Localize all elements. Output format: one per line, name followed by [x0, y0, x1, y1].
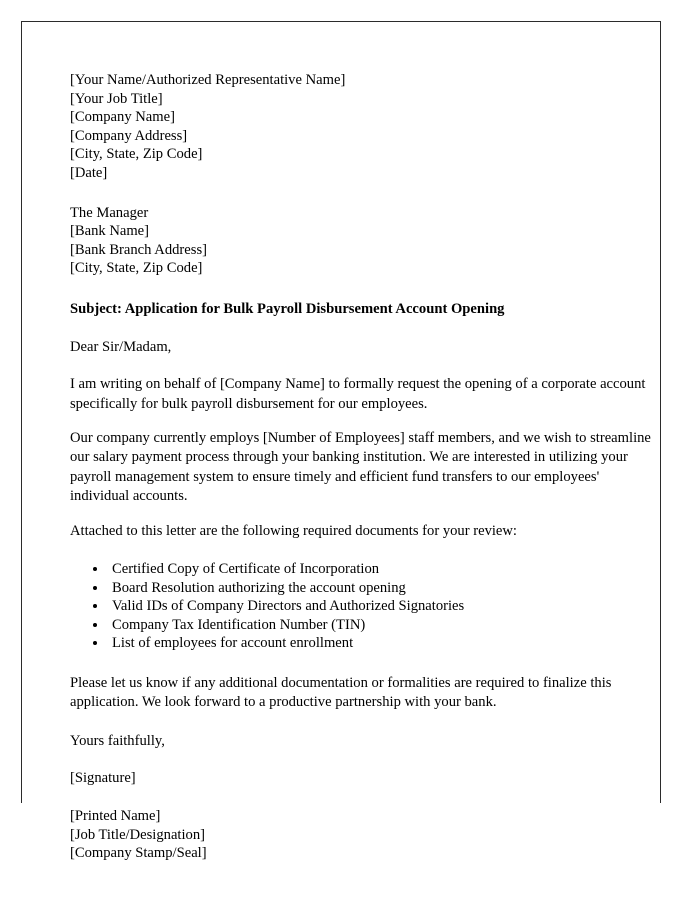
spacer-after-signature	[70, 788, 652, 807]
spacer-after-salutation	[70, 356, 652, 375]
sender-line-address: [Company Address]	[70, 127, 188, 144]
recipient-line-citystate: [City, State, Zip Code]	[70, 260, 203, 277]
recipient-line-branch: [Bank Branch Address]	[70, 241, 207, 258]
spacer-after-sender	[70, 183, 652, 204]
document-page-frame	[21, 21, 661, 862]
sender-address-block	[70, 71, 652, 183]
paragraph-intro: I am writing on behalf of [Company Name] to formally request the opening of a corporate account specifically for bulk payroll disbursement for our employees.	[70, 376, 646, 412]
attachment-list	[70, 560, 652, 653]
signature-details-block	[70, 807, 652, 863]
sender-line-citystate: [City, State, Zip Code]	[70, 146, 203, 163]
signature-job-title: [Job Title/Designation]	[70, 826, 205, 843]
salutation: Dear Sir/Madam,	[70, 338, 172, 355]
letter-content	[70, 71, 652, 863]
sender-line-jobtitle: [Your Job Title]	[70, 90, 163, 107]
sender-line-date: [Date]	[70, 164, 108, 181]
list-item: • Company Tax Identification Number (TIN)	[108, 616, 652, 635]
spacer-after-list	[70, 653, 652, 674]
signature-company-stamp: [Company Stamp/Seal]	[70, 845, 207, 862]
recipient-line-manager: The Manager	[70, 204, 149, 221]
spacer-after-intro	[70, 414, 652, 429]
signoff: Yours faithfully,	[70, 732, 165, 749]
paragraph-attachments-intro: Attached to this letter are the following required documents for your review:	[70, 522, 517, 539]
paragraph-closing: Please let us know if any additional documentation or formalities are required to finalize this application. We look forward to a productive partnership with your bank.	[70, 674, 612, 711]
signature-printed-name: [Printed Name]	[70, 807, 161, 824]
sender-line-name: [Your Name/Authorized Representative Name]	[70, 72, 346, 88]
spacer-before-signoff	[70, 713, 652, 732]
signature-placeholder: [Signature]	[70, 770, 136, 787]
spacer-after-subject	[70, 319, 652, 338]
list-item: • Certified Copy of Certificate of Incorporation	[108, 560, 652, 579]
spacer-before-signature	[70, 750, 652, 769]
spacer-after-recipient	[70, 278, 652, 300]
spacer-after-details	[70, 507, 652, 522]
list-item: • Valid IDs of Company Directors and Authorized Signatories	[108, 597, 652, 616]
sender-line-company: [Company Name]	[70, 109, 175, 126]
subject-line: Subject: Application for Bulk Payroll Disbursement Account Opening	[70, 300, 505, 317]
recipient-address-block	[70, 204, 652, 278]
list-item: • Board Resolution authorizing the account opening	[108, 579, 652, 598]
paragraph-details: Our company currently employs [Number of Employees] staff members, and we wish to streamline our salary payment process through your banking institution. We are interested in utilizing your payroll management system to ensure timely and efficient fund transfers to our employees' individual accounts.	[70, 429, 651, 505]
list-item: • List of employees for account enrollment	[108, 634, 652, 653]
spacer-before-list	[70, 541, 652, 560]
recipient-line-bankname: [Bank Name]	[70, 223, 150, 240]
